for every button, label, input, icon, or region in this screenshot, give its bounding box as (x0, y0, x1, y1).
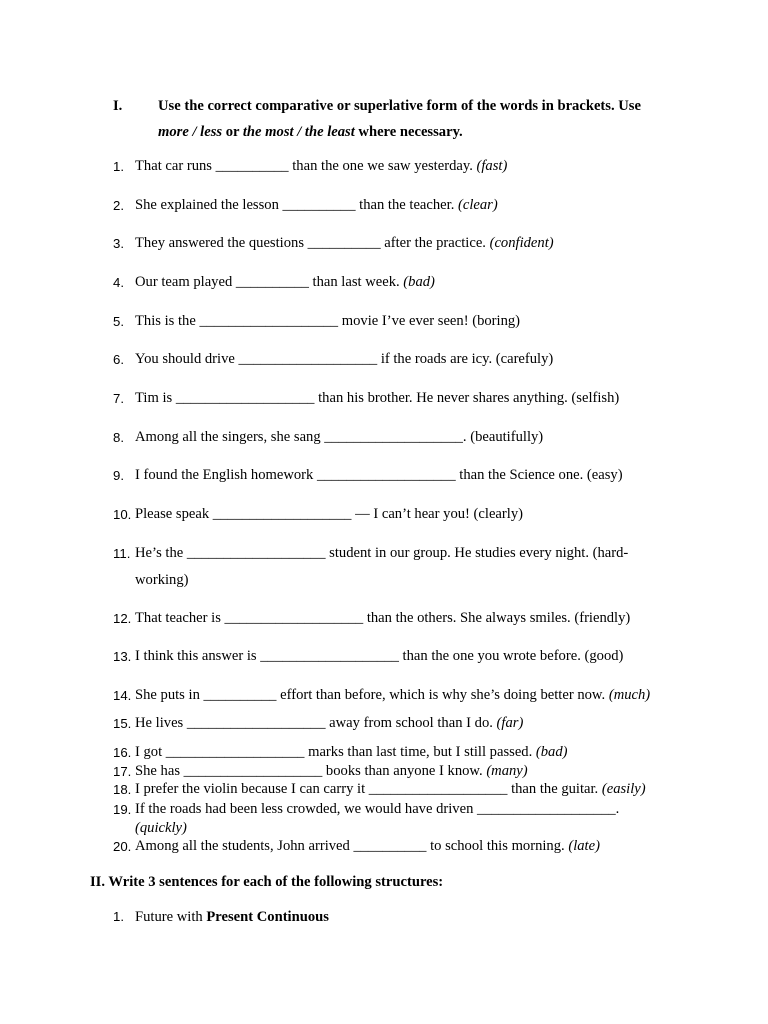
exercise-item-15 (113, 714, 683, 733)
item-text (135, 505, 683, 524)
item-text (135, 157, 683, 176)
item-hint: (many) (486, 763, 528, 779)
item-label: Future with (135, 909, 207, 925)
item-number: 20. (113, 839, 132, 854)
exercise-item-20 (113, 837, 683, 856)
item-text (135, 428, 683, 447)
item-sentence: I got ___________________ marks than last time, but I still passed. (135, 744, 536, 760)
exercise-item-3 (113, 234, 683, 253)
item-sentence: I think this answer is ___________________ than the one you wrote before. (good) (135, 648, 624, 664)
item-number: 4. (113, 275, 124, 290)
item-number: 3. (113, 236, 124, 251)
item-number: 17. (113, 764, 132, 779)
item-number: 14. (113, 688, 132, 703)
item-hint: (confident) (489, 235, 554, 251)
item-sentence: She puts in __________ effort than before, which is why she’s doing better now. (135, 687, 609, 703)
exercise-item-10 (113, 505, 683, 524)
item-sentence: That teacher is ___________________ than the others. She always smiles. (friendly) (135, 610, 631, 626)
item-number: 1. (113, 159, 124, 174)
item-sentence: Among all the students, John arrived __________ to school this morning. (135, 838, 569, 854)
item-number: 10. (113, 507, 132, 522)
item-text (135, 714, 683, 733)
item-text (135, 389, 683, 408)
item-hint: (far) (496, 715, 524, 731)
instruction-emphasis-2: the most / the least (242, 124, 355, 140)
exercise-item-11 (113, 540, 658, 594)
item-sentence: Among all the singers, she sang ___________________. (beautifully) (135, 429, 544, 445)
exercise-item-17 (113, 762, 683, 781)
exercise-item-6 (113, 350, 683, 369)
item-text (135, 196, 683, 215)
item-sentence: He’s the ___________________ student in our group. He studies every night. (hard-working) (135, 545, 629, 588)
item-number: 15. (113, 716, 132, 731)
instruction-part-1: Use the correct comparative or superlative form of the words in brackets. Use (158, 98, 641, 114)
exercise-item-19 (113, 800, 673, 838)
section-2-instruction (90, 874, 443, 891)
item-text (135, 909, 329, 926)
exercise-item-12 (113, 609, 683, 628)
item-hint: (clear) (458, 197, 498, 213)
item-sentence: Our team played __________ than last week. (135, 274, 404, 290)
exercise-item-13 (113, 647, 683, 666)
item-text (135, 350, 683, 369)
item-number: 19. (113, 802, 132, 817)
instruction-part-2: or (222, 124, 243, 140)
item-hint: (bad) (535, 744, 568, 760)
item-number: 11. (113, 546, 131, 561)
item-sentence: I prefer the violin because I can carry it ___________________ than the guitar. (135, 781, 602, 797)
item-text (135, 762, 683, 781)
exercise-item-4 (113, 273, 683, 292)
exercise-item-16 (113, 743, 683, 762)
item-number: 5. (113, 314, 124, 329)
item-hint: (late) (568, 838, 600, 854)
item-text (135, 800, 673, 838)
item-hint: (fast) (476, 158, 508, 174)
item-number: 1. (113, 909, 124, 924)
item-text (135, 686, 713, 705)
item-sentence: This is the ___________________ movie I’ve ever seen! (boring) (135, 313, 521, 329)
item-text (135, 466, 683, 485)
section-1-instruction (113, 93, 673, 145)
item-text (135, 743, 683, 762)
section-1-instruction-text (158, 93, 673, 145)
item-number: 6. (113, 352, 124, 367)
item-sentence: If the roads had been less crowded, we would have driven ___________________. (135, 801, 620, 817)
item-sentence: You should drive ___________________ if the roads are icy. (carefuly) (135, 351, 554, 367)
item-text (135, 837, 683, 856)
item-hint: (much) (608, 687, 651, 703)
exercise-item-2 (113, 196, 683, 215)
item-text (135, 273, 683, 292)
item-text (135, 647, 683, 666)
item-sentence: She has ___________________ books than anyone I know. (135, 763, 487, 779)
item-number: 16. (113, 745, 132, 760)
section-1-number: I. (113, 98, 123, 114)
item-sentence: She explained the lesson __________ than the teacher. (135, 197, 459, 213)
exercise-item-5 (113, 312, 683, 331)
item-number: 18. (113, 782, 132, 797)
item-sentence: I found the English homework ___________________ than the Science one. (easy) (135, 467, 623, 483)
item-text (135, 780, 713, 799)
item-number: 8. (113, 430, 124, 445)
item-sentence: Please speak ___________________ — I can’t hear you! (clearly) (135, 506, 523, 522)
section-2-instruction-text: . Write 3 sentences for each of the following structures: (101, 874, 444, 890)
exercise-item-14 (113, 686, 713, 705)
item-hint: (quickly) (135, 820, 187, 836)
item-text (135, 234, 683, 253)
instruction-part-3: where necessary. (354, 124, 463, 140)
exercise-item-9 (113, 466, 683, 485)
item-sentence: He lives ___________________ away from school than I do. (135, 715, 497, 731)
exercise-item-8 (113, 428, 683, 447)
item-structure-name: Present Continuous (206, 909, 329, 925)
item-hint: (bad) (403, 274, 435, 290)
item-number: 13. (113, 649, 132, 664)
instruction-emphasis-1: more / less (158, 124, 223, 140)
item-hint: (easily) (601, 781, 646, 797)
item-number: 12. (113, 611, 132, 626)
item-text (135, 609, 683, 628)
exercise-item-7 (113, 389, 683, 408)
item-sentence: Tim is ___________________ than his brother. He never shares anything. (selfish) (135, 390, 620, 406)
section-2-number: II (90, 874, 102, 890)
item-sentence: That car runs __________ than the one we saw yesterday. (135, 158, 477, 174)
item-text (135, 312, 683, 331)
item-text (135, 540, 658, 594)
section-2-item-1 (113, 909, 329, 926)
exercise-item-18 (113, 780, 713, 799)
item-sentence: They answered the questions __________ after the practice. (135, 235, 490, 251)
item-number: 9. (113, 468, 124, 483)
exercise-item-1 (113, 157, 683, 176)
item-number: 2. (113, 198, 124, 213)
item-number: 7. (113, 391, 124, 406)
